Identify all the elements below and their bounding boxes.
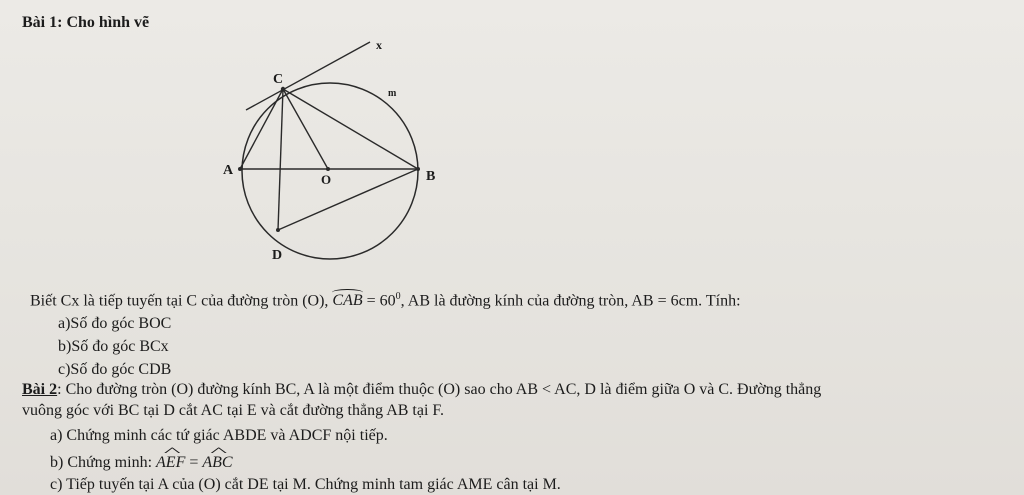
tangent-cx (246, 42, 370, 110)
segment-cb (283, 89, 418, 169)
point-a (238, 167, 242, 171)
point-b (416, 167, 420, 171)
angle-abc: ^ ABC (202, 444, 233, 471)
question-c: c)Số đo góc CDB (58, 361, 172, 378)
label-b: B (426, 169, 436, 184)
label-a: A (223, 163, 234, 178)
bai2-line1-rest: : Cho đường tròn (O) đường kính BC, A là một điểm thuộc (O) sao cho AB < AC, D là điểm giữa O và C. Đường thẳng (57, 381, 822, 398)
question-b: b)Số đo góc BCx (58, 338, 169, 355)
circle-o (242, 83, 418, 259)
statement-eq: = 60 (366, 292, 396, 310)
label-m: m (388, 88, 397, 99)
bai2-line1 (22, 381, 821, 399)
bai1-statement (30, 288, 741, 310)
statement-part1: Biết Cx là tiếp tuyến tại C của đường tròn (O), (30, 292, 329, 310)
segment-cd (278, 89, 283, 230)
point-c (281, 87, 285, 91)
statement-deg: 0 (395, 291, 401, 302)
angle-abc-text: ABC (202, 454, 233, 471)
bai2-item-c: c) Tiếp tuyến tại A của (O) cắt DE tại M. Chứng minh tam giác AME cân tại M. (50, 476, 561, 493)
item-b-prefix: b) Chứng minh: (50, 454, 153, 471)
arc-cab: CAB (332, 292, 363, 310)
geometry-figure (220, 28, 450, 268)
question-a: a)Số đo góc BOC (58, 315, 172, 332)
bai2-title: Bài 2 (22, 381, 58, 398)
statement-part2: , AB là đường kính của đường tròn, AB = 6cm. Tính: (400, 292, 741, 310)
label-o: O (321, 172, 332, 187)
bai2-item-b (50, 444, 233, 472)
bai2-line2: vuông góc với BC tại D cắt AC tại E và cắt đường thẳng AB tại F. (22, 402, 445, 419)
segment-db (278, 169, 418, 230)
bai1-title-rest: : Cho hình vẽ (57, 14, 150, 31)
label-x: x (376, 38, 382, 52)
bai2-item-a: a) Chứng minh các tứ giác ABDE và ADCF nội tiếp. (50, 427, 388, 444)
segment-co (283, 89, 328, 169)
bai1-title: Bài 1 (22, 14, 58, 31)
item-b-eq: = (189, 454, 199, 471)
point-d (276, 228, 280, 232)
angle-aef-text: AEF (156, 454, 186, 471)
point-o (326, 167, 330, 171)
label-c: C (273, 72, 284, 87)
angle-aef: ^ AEF (156, 444, 186, 471)
bai1-heading (22, 14, 149, 32)
label-d: D (272, 248, 283, 263)
